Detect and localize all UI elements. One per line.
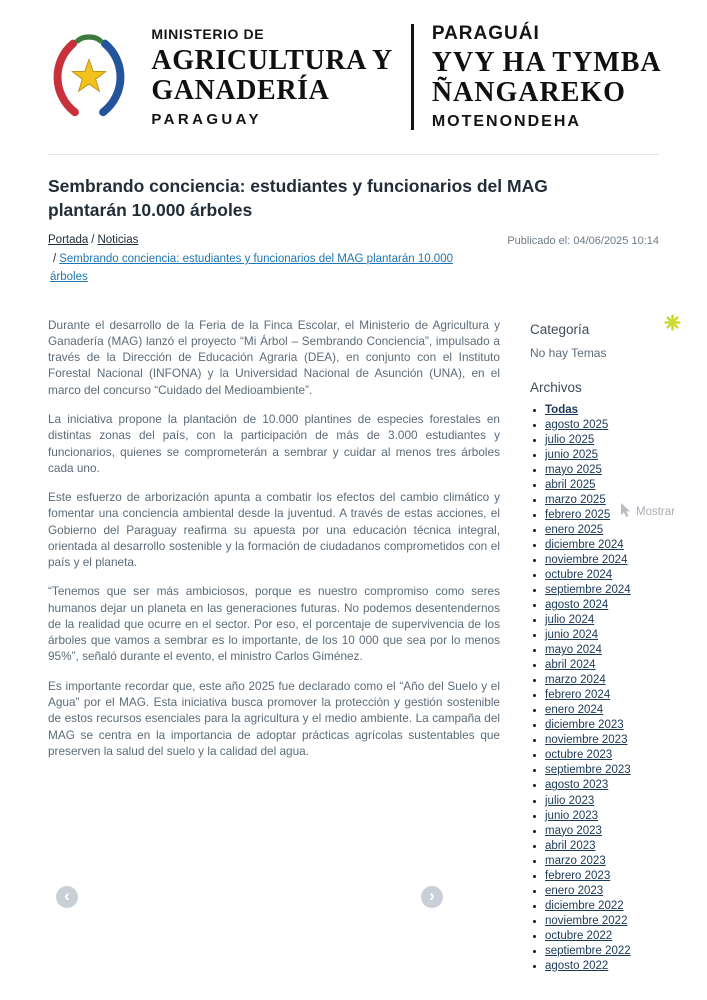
archive-item	[545, 779, 659, 792]
archive-link[interactable]: agosto 2022	[545, 959, 609, 972]
guarani-line-2: YVY HA TYMBA	[431, 47, 662, 79]
archive-link[interactable]: mayo 2023	[545, 824, 602, 837]
accessibility-button[interactable]	[664, 314, 681, 331]
archive-link[interactable]: octubre 2023	[545, 749, 613, 762]
archive-item	[545, 614, 659, 627]
archive-link[interactable]: agosto 2024	[545, 599, 609, 612]
archive-item	[545, 464, 659, 477]
header-divider	[411, 24, 414, 130]
archive-item	[545, 749, 659, 762]
archive-item	[545, 885, 659, 898]
carousel-prev-button[interactable]	[56, 886, 78, 908]
archive-link[interactable]: julio 2023	[545, 794, 595, 807]
archive-link[interactable]: noviembre 2024	[545, 554, 628, 566]
article-meta-row	[48, 232, 659, 286]
archive-link[interactable]: junio 2025	[545, 448, 599, 461]
archive-link[interactable]: septiembre 2022	[545, 944, 631, 957]
archive-item	[545, 659, 659, 672]
archive-item	[545, 930, 659, 943]
archive-link[interactable]: octubre 2024	[545, 569, 613, 582]
guarani-line-3: ÑANGAREKO	[431, 77, 626, 108]
archive-item	[545, 734, 659, 747]
main-content	[0, 175, 707, 975]
archive-item	[545, 554, 659, 567]
archive-item	[545, 449, 659, 462]
archive-item	[545, 674, 659, 687]
archive-item	[545, 719, 659, 732]
breadcrumb	[48, 232, 468, 286]
archive-link[interactable]: enero 2025	[545, 523, 604, 536]
ministry-line-2: AGRICULTURA Y	[151, 45, 393, 77]
archive-item	[545, 960, 659, 973]
archive-item	[545, 524, 659, 537]
archive-link[interactable]: noviembre 2022	[545, 914, 628, 927]
published-date: Publicado el: 04/06/2025 10:14	[507, 235, 659, 248]
breadcrumb-separator: /	[91, 234, 95, 247]
archive-link[interactable]: marzo 2023	[545, 854, 606, 867]
breadcrumb-line-1	[48, 234, 138, 246]
header-rule	[48, 154, 659, 155]
guarani-wordmark	[432, 24, 662, 130]
ministry-line-3: GANADERÍA	[151, 75, 330, 106]
article-paragraph: Durante el desarrollo de la Feria de la Finca Escolar, el Ministerio de Agricultura y Ganadería (MAG) lanzó el proyecto “Mi Árbol – Sembrando Conciencia”, impulsado a través de la Dirección de Educación Agraria (DEA), en conjunto con el Instituto Forestal Nacional (INFONA) y la Universidad Nacional de Asunción (UNA), en el marco del concurso “Cuidado del Medioambiente”.	[48, 317, 500, 397]
archive-item	[545, 840, 659, 853]
archive-link[interactable]: mayo 2025	[545, 463, 602, 476]
archive-link[interactable]: febrero 2024	[545, 689, 611, 702]
archive-item	[545, 599, 659, 612]
archive-item	[545, 945, 659, 958]
article-paragraph: Es importante recordar que, este año 2025 fue declarado como el “Año del Suelo y el Agua” por el MAG. Esta iniciativa busca promover la protección y gestión sostenible de estos recursos esenciales para la agricultura y el medio ambiente. La campaña del MAG se centra en la importancia de adoptar prácticas agrícolas sustentables que preserven la salud del suelo y la calidad del agua.	[48, 678, 500, 758]
archive-link[interactable]: octubre 2022	[545, 929, 613, 942]
archive-item	[545, 855, 659, 868]
breadcrumb-current-link[interactable]: Sembrando conciencia: estudiantes y funcionarios del MAG plantarán 10.000 árboles	[50, 253, 453, 283]
paraguay-emblem-icon	[45, 31, 133, 123]
site-header	[0, 0, 707, 130]
category-empty-text: No hay Temas	[530, 345, 607, 360]
tooltip-label: Mostrar	[636, 506, 675, 518]
archive-item	[545, 629, 659, 642]
breadcrumb-line-2	[48, 251, 468, 287]
archive-link[interactable]: agosto 2025	[545, 418, 609, 431]
article-paragraph: “Tenemos que ser más ambiciosos, porque es nuestro compromiso como seres humanos dejar un planeta en las generaciones futuras. No podemos desentendernos de la realidad que ocurre en el sector. Por eso, el porcentaje de supervivencia de los árboles que vamos a sembrar es lo importante, de los 10 000 que sea por lo menos 95%”, señaló durante el evento, el ministro Carlos Giménez.	[48, 584, 500, 664]
chevron-left-icon: ‹	[64, 886, 70, 905]
archive-link[interactable]: mayo 2024	[545, 644, 602, 657]
page-title: Sembrando conciencia: estudiantes y funcionarios del MAG plantarán 10.000 árboles	[48, 176, 548, 220]
guarani-line-1: PARAGUÁI	[431, 23, 540, 45]
archive-item	[545, 569, 659, 582]
archive-link[interactable]: marzo 2025	[545, 493, 606, 506]
archive-item	[545, 689, 659, 702]
ministry-wordmark	[151, 27, 392, 127]
archive-item	[545, 704, 659, 717]
archive-link-todas[interactable]: Todas	[545, 403, 579, 416]
archive-link[interactable]: abril 2023	[545, 839, 596, 852]
archive-link[interactable]: enero 2023	[545, 884, 604, 897]
chevron-right-icon: ›	[429, 886, 435, 905]
archive-item	[545, 584, 659, 597]
archive-link[interactable]: julio 2024	[545, 614, 595, 627]
archive-link[interactable]: junio 2023	[545, 809, 599, 822]
article-paragraph: Este esfuerzo de arborización apunta a combatir los efectos del cambio climático y fomentar una conciencia ambiental desde la juventud. A través de estas acciones, el Gobierno del Paraguay reafirma su apuesta por una educación técnica integral, orientada al desarrollo sostenible y la formación de ciudadanos comprometidos con el país y el planeta.	[48, 490, 500, 570]
mag-logo[interactable]	[45, 31, 133, 123]
archive-item	[545, 539, 659, 552]
archive-link[interactable]: junio 2024	[545, 629, 599, 642]
archive-link[interactable]: noviembre 2023	[545, 734, 628, 747]
archive-item	[545, 644, 659, 657]
archive-item	[545, 810, 659, 823]
archive-item	[545, 434, 659, 447]
archive-link[interactable]: abril 2025	[545, 478, 596, 491]
archive-item	[545, 795, 659, 808]
archive-link[interactable]: septiembre 2023	[545, 764, 631, 777]
archive-link[interactable]: diciembre 2023	[545, 719, 624, 732]
archive-item	[545, 764, 659, 777]
article-paragraph: La iniciativa propone la plantación de 10.000 plantines de especies forestales en distintas zonas del país, con la participación de más de 3.000 estudiantes y funcionarios, quienes se comprometerán a sembrar y cuidar al menos tres árboles cada uno.	[48, 412, 500, 475]
archive-link[interactable]: marzo 2024	[545, 674, 606, 687]
archive-link[interactable]: febrero 2025	[545, 508, 611, 521]
archive-item	[545, 870, 659, 883]
archive-item	[545, 404, 659, 417]
archive-item	[545, 419, 659, 432]
guarani-line-4: MOTENONDEHA	[431, 112, 581, 130]
ministry-line-4: PARAGUAY	[151, 110, 262, 128]
article-body	[48, 317, 500, 772]
cursor-pointer-icon	[620, 503, 631, 521]
archive-link[interactable]: julio 2025	[545, 433, 595, 446]
carousel-next-button[interactable]	[421, 886, 443, 908]
category-title: Categoría	[530, 321, 590, 337]
archive-link[interactable]: enero 2024	[545, 704, 604, 717]
breadcrumb-noticias-link[interactable]: Noticias	[97, 234, 139, 247]
mostrar-tooltip	[618, 502, 677, 522]
content-row	[48, 317, 659, 975]
archive-item	[545, 825, 659, 838]
breadcrumb-separator: /	[53, 253, 57, 266]
archive-link[interactable]: abril 2024	[545, 659, 596, 672]
archive-item	[545, 479, 659, 492]
breadcrumb-portada-link[interactable]: Portada	[48, 234, 89, 247]
sidebar	[530, 317, 659, 975]
archive-item	[545, 915, 659, 928]
archive-link[interactable]: febrero 2023	[545, 869, 611, 882]
archive-link[interactable]: diciembre 2022	[545, 899, 624, 912]
archive-link[interactable]: septiembre 2024	[545, 584, 631, 597]
archive-link[interactable]: agosto 2023	[545, 779, 609, 792]
archives-list	[530, 404, 659, 973]
archive-link[interactable]: diciembre 2024	[545, 538, 624, 551]
asterisk-burst-icon	[664, 318, 681, 335]
archive-item	[545, 900, 659, 913]
ministry-line-1: MINISTERIO DE	[151, 26, 265, 43]
archives-title: Archivos	[530, 379, 582, 395]
